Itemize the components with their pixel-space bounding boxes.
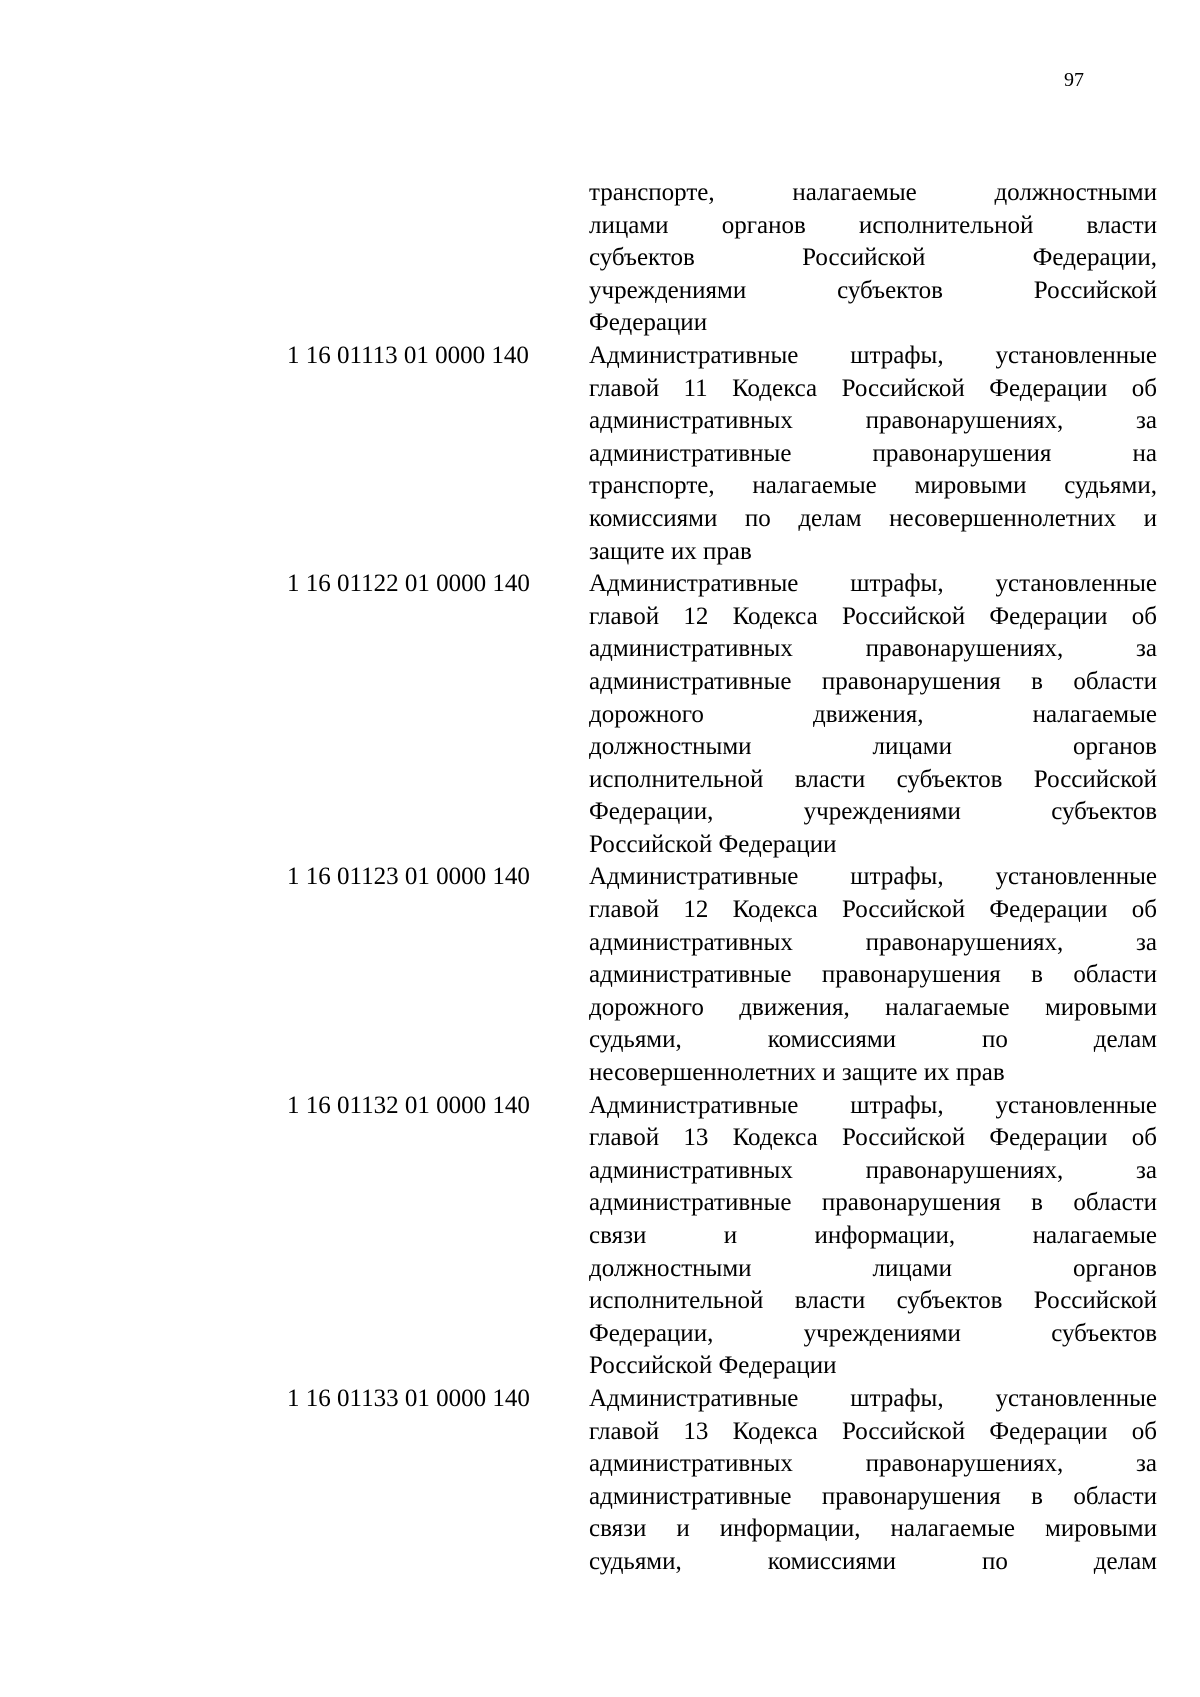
description-line: административных правонарушениях, за [589,407,1157,435]
description-line: исполнительной власти субъектов Российской [589,1287,1157,1315]
row-description [589,177,1157,340]
row-description [589,1090,1157,1383]
table-row [287,568,1157,861]
row-code: 1 16 01123 01 0000 140 [287,863,530,891]
description-line: несовершеннолетних и защите их прав [589,1059,1005,1087]
description-line: Российской Федерации [589,830,837,858]
table-row [287,861,1157,1089]
description-line: Федерации, учреждениями субъектов [589,798,1157,826]
description-line: должностными лицами органов [589,733,1157,761]
description-line: дорожного движения, налагаемые мировыми [589,993,1157,1021]
description-line: административных правонарушениях, за [589,635,1157,663]
description-line: административных правонарушениях, за [589,1450,1157,1478]
row-code: 1 16 01122 01 0000 140 [287,570,530,598]
description-line: транспорте, налагаемые должностными [589,179,1157,206]
description-line: Федерации [589,309,708,337]
row-description [589,1383,1157,1579]
description-line: судьями, комиссиями по делам [589,1026,1157,1054]
description-line: субъектов Российской Федерации, [589,244,1157,272]
row-code: 1 16 01113 01 0000 140 [287,341,529,369]
description-line: главой 11 Кодекса Российской Федерации об [589,374,1157,402]
description-line: должностными лицами органов [589,1254,1157,1282]
description-line: исполнительной власти субъектов Российской [589,765,1157,793]
description-line: главой 13 Кодекса Российской Федерации об [589,1417,1157,1445]
row-code: 1 16 01133 01 0000 140 [287,1384,530,1412]
description-line: комиссиями по делам несовершеннолетних и [589,504,1157,532]
description-line: административные правонарушения в области [589,961,1157,989]
description-line: Федерации, учреждениями субъектов [589,1319,1157,1347]
row-description [589,861,1157,1089]
description-line: Административные штрафы, установленные [589,1091,1157,1119]
page-number: 97 [1064,69,1084,91]
description-line: административных правонарушениях, за [589,928,1157,956]
description-line: дорожного движения, налагаемые [589,700,1157,728]
description-line: связи и информации, налагаемые [589,1222,1157,1249]
description-line: Административные штрафы, установленные [589,1384,1157,1412]
row-description [589,568,1157,861]
description-line: Российской Федерации [589,1352,837,1380]
description-line: административные правонарушения в области [589,667,1157,695]
description-line: административные правонарушения в области [589,1482,1157,1510]
row-description [589,340,1157,568]
table-row [287,340,1157,568]
description-line: главой 12 Кодекса Российской Федерации об [589,896,1157,924]
table-row [287,1090,1157,1383]
description-line: главой 12 Кодекса Российской Федерации об [589,602,1157,630]
description-line: учреждениями субъектов Российской [589,276,1157,304]
description-line: главой 13 Кодекса Российской Федерации об [589,1124,1157,1152]
description-line: Административные штрафы, установленные [589,570,1157,598]
description-line: административные правонарушения на [589,439,1157,467]
description-line: административных правонарушениях, за [589,1156,1157,1184]
description-line: транспорте, налагаемые мировыми судьями, [589,472,1157,500]
description-line: лицами органов исполнительной власти [589,211,1157,239]
description-line: Административные штрафы, установленные [589,863,1157,891]
description-line: Административные штрафы, установленные [589,341,1157,369]
table-row [287,177,1157,340]
description-line: административные правонарушения в области [589,1189,1157,1217]
description-line: связи и информации, налагаемые мировыми [589,1515,1157,1543]
description-line: судьями, комиссиями по делам [589,1547,1157,1575]
table-row [287,1383,1157,1579]
row-code: 1 16 01132 01 0000 140 [287,1091,530,1119]
document-table [287,177,1157,1579]
description-line: защите их прав [589,537,752,565]
